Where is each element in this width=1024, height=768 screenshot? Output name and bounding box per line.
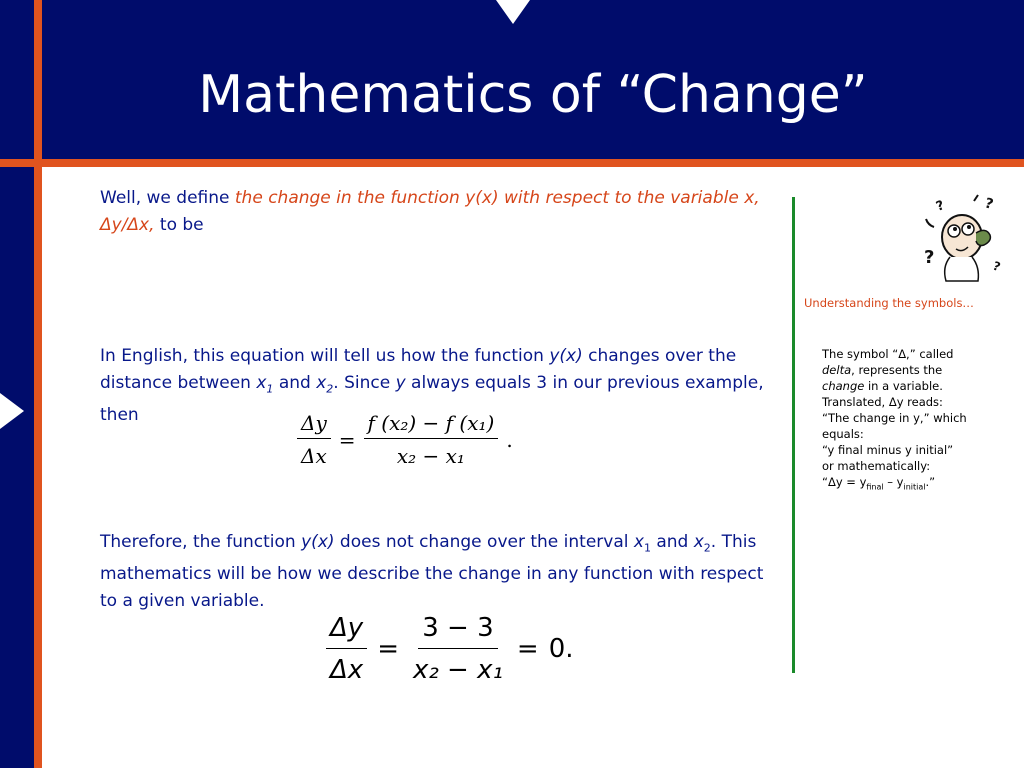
equation-lhs-denominator: Δx: [301, 444, 327, 468]
sidebar-line: or mathematically:: [822, 459, 931, 473]
definition-highlight: the change in the function y(x) with respect to the variable x, Δy/Δx,: [100, 188, 760, 235]
equation-lhs-numerator: Δy: [297, 411, 331, 439]
equals-sign: =: [377, 634, 399, 664]
p3-and: and: [650, 532, 694, 552]
p2-text-c: . Since: [333, 373, 396, 393]
p2-function-yx: y(x): [549, 346, 583, 366]
equals-sign-2: =: [516, 634, 539, 664]
sidebar-line: Translated, Δy reads:: [822, 395, 943, 409]
definition-end: to be: [154, 215, 204, 235]
p3-function-yx: y(x): [301, 532, 335, 552]
equation2-rhs-denominator: x₂ − x₁: [412, 655, 503, 685]
p3-x2-sub: 2: [703, 541, 711, 555]
paragraph-conclusion: [100, 529, 780, 615]
p3-x1-sub: 1: [643, 541, 651, 555]
p3-text-c: . This mathematics will be how we describe the change in any function with respect to a given variable.: [100, 532, 764, 612]
equation2-rhs-fraction: [409, 613, 507, 685]
formula-part: .”: [925, 475, 936, 489]
paragraph-definition: [100, 185, 775, 239]
svg-text:?: ?: [934, 198, 947, 215]
formula-sub-initial: initial: [903, 482, 926, 492]
sidebar-text: , represents the: [851, 363, 943, 377]
p2-text-b: changes over the distance between: [100, 346, 737, 393]
p3-x2-var: x: [693, 532, 704, 552]
equation2-lhs-numerator: Δy: [326, 613, 367, 649]
sidebar-divider: [792, 197, 795, 673]
p2-x2-var: x: [316, 373, 327, 393]
sidebar-line: equals:: [822, 427, 864, 441]
side-triangle-marker: [0, 393, 24, 429]
slide-title: Mathematics of “Change”: [198, 65, 868, 125]
paragraph-english-explanation: [100, 343, 770, 429]
sidebar-line-formula: [822, 474, 1002, 495]
p3-x1-var: x: [633, 532, 644, 552]
sidebar-line: “The change in y,” which: [822, 411, 967, 425]
sidebar-line: “y final minus y initial”: [822, 443, 954, 457]
equation2-lhs-denominator: Δx: [330, 655, 364, 685]
formula-part: “Δy = y: [822, 475, 867, 489]
p2-x1-var: x: [256, 373, 267, 393]
equation-period: .: [506, 427, 513, 452]
top-triangle-marker: [496, 0, 530, 24]
definition-intro: Well, we define: [100, 188, 235, 208]
sidebar-line: [822, 362, 1002, 378]
p2-text-d: always equals 3 in our previous example, then: [100, 373, 764, 426]
equation-rhs-denominator: x₂ − x₁: [396, 444, 465, 468]
p3-text-b: does not change over the interval: [334, 532, 634, 552]
equation2-lhs-fraction: [326, 613, 367, 685]
svg-text:?: ?: [924, 247, 935, 268]
frame-horizontal-bar: [0, 159, 1024, 167]
equation2-result: 0.: [548, 634, 574, 664]
svg-text:?: ?: [982, 195, 995, 213]
change-word: change: [822, 379, 865, 393]
svg-text:?: ?: [990, 258, 1003, 275]
p2-and: and: [273, 373, 317, 393]
p2-text-a: In English, this equation will tell us how the function: [100, 346, 550, 366]
sidebar-line: The symbol “Δ,” called: [822, 347, 954, 361]
p2-x2-sub: 2: [326, 382, 334, 396]
sidebar-heading: Understanding the symbols…: [804, 296, 974, 310]
equation-zero-change: [326, 613, 574, 685]
p2-y-var: y: [395, 373, 406, 393]
formula-sub-final: final: [866, 482, 884, 492]
sidebar-explanation: [822, 346, 1002, 495]
sidebar-text: in a variable.: [864, 379, 943, 393]
confused-person-icon: [916, 193, 1008, 283]
p2-x1-sub: 1: [266, 382, 274, 396]
equation-rhs-numerator: f (x₂) − f (x₁): [364, 411, 499, 439]
p3-text-a: Therefore, the function: [100, 532, 302, 552]
frame-vertical-bar: [34, 0, 42, 768]
sidebar-line: [822, 378, 1002, 394]
delta-word: delta: [822, 363, 852, 377]
equation2-rhs-numerator: 3 − 3: [418, 613, 497, 649]
formula-part: – y: [883, 475, 904, 489]
equals-sign: =: [338, 427, 356, 452]
